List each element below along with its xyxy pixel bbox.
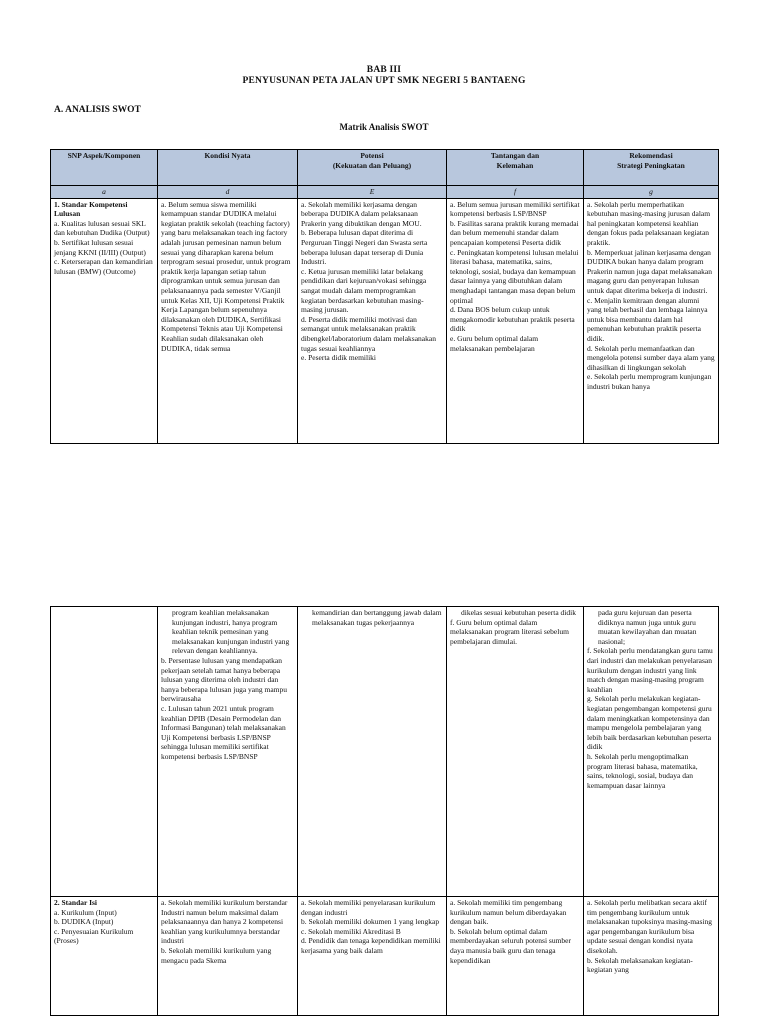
list-item: a. Sekolah perlu memperhatikan kebutuhan masing-masing jurusan dalam hal peningkatan kompetensi keahlian dengan fokus pada pelaksanaan kegiatan praktik.	[587, 199, 711, 247]
list-item: b. Sekolah melaksanakan kegiatan-kegiatan yang	[587, 955, 693, 975]
kondisi-cell	[158, 198, 298, 443]
matrix-title: Matrik Analisis SWOT	[339, 122, 429, 132]
table-row	[51, 607, 719, 897]
column-header: Potensi (Kekuatan dan Peluang)	[298, 150, 447, 186]
section-heading: A. ANALISIS SWOT	[54, 105, 141, 115]
aspect-title: 2. Standar Isi	[54, 898, 98, 907]
list-item: f. Guru belum optimal dalam melaksanakan program literasi sebelum pembelajaran dimulai.	[450, 617, 569, 646]
table-row	[51, 198, 719, 443]
chapter-heading: BAB III	[366, 65, 402, 75]
list-item: e. Guru belum optimal dalam melaksanakan pembelajaran	[450, 333, 539, 353]
tantangan-cell	[447, 607, 584, 897]
list-item: pada guru kejuruan dan peserta didiknya namun juga untuk guru muatan kewilayahan dan muatan nasional;	[598, 608, 697, 646]
list-item: a. Sekolah perlu melibatkan secara aktif tim pengembang kurikulum untuk melaksanakan tupoksinya masing-masing agar pengembangan kurikulum bisa update sesuai dengan kondisi nyata disekolah.	[587, 898, 712, 955]
list-item: a. Belum semua jurusan memiliki sertifikat kompetensi berbasis LSP/BNSP	[450, 199, 580, 219]
aspect-item: a. Kualitas lulusan sesuai SKL dan kebutuhan Dudika (Output)	[54, 218, 150, 238]
swot-table-bottom	[50, 606, 719, 1016]
aspect-item: a. Kurikulum (Input)	[54, 907, 117, 917]
list-item: b. Persentase lulusan yang mendapatkan pekerjaan setelah tamat hanya beberapa lulusan yang diterima oleh industri dan hanya beberapa lulusan juga yang mampu berwirausaha	[161, 655, 287, 704]
potensi-cell	[298, 897, 447, 1016]
tantangan-cell	[447, 198, 584, 443]
list-item: b. Beberapa lulusan dapat diterima di Perguruan Tinggi Negeri dan Swasta serta beberapa lulusan dapat terserap di Dunia Industri.	[301, 228, 428, 267]
column-header: Rekomendasi Strategi Peningkatan	[584, 150, 719, 186]
column-header: SNP Aspek/Komponen	[51, 150, 158, 186]
list-item: b. Sekolah memiliki dokumen 1 yang lengkap	[301, 917, 440, 927]
aspect-cell	[51, 897, 158, 1016]
aspect-cell	[51, 607, 158, 897]
chapter-title: PENYUSUNAN PETA JALAN UPT SMK NEGERI 5 BANTAENG	[242, 76, 526, 86]
list-item: kemandirian dan bertanggung jawab dalam melaksanakan tugas pekerjaannya	[312, 608, 442, 627]
rekomendasi-cell	[584, 607, 719, 897]
aspect-item: b. Sertifikat lulusan sesuai jenjang KKNI (II/III) (Output)	[54, 237, 146, 257]
tantangan-cell	[447, 897, 584, 1016]
list-item: dikelas sesuai kebutuhan peserta didik	[461, 608, 576, 617]
rekomendasi-cell	[584, 897, 719, 1016]
list-item: d. Sekolah perlu memanfaatkan dan mengelola potensi sumber daya alam yang dihasilkan di lingkungan sekolah	[587, 343, 715, 372]
list-item: e. Peserta didik memiliki	[301, 353, 376, 363]
kondisi-cell	[158, 897, 298, 1016]
list-item: a. Sekolah memiliki penyelarasan kurikulum dengan industri	[301, 898, 436, 917]
list-item: e. Sekolah perlu memprogram kunjungan industri bukan hanya	[587, 372, 712, 391]
aspect-cell	[51, 198, 158, 443]
list-item: d. Pendidik dan tenaga kependidikan memiliki kerjasama yang baik dalam	[301, 936, 441, 955]
column-label-row	[51, 186, 719, 199]
kondisi-cell	[158, 607, 298, 897]
table-row	[51, 897, 719, 1016]
list-item: d. Dana BOS belum cukup untuk mengakomodir kebutuhan praktik peserta didik	[450, 305, 575, 334]
list-item: g. Sekolah perlu melakukan kegiatan-kegiatan pengembangan kompetensi guru dalam meningkatkan kompetensinya dan mampu mengelola pembelajaran yang lebih baik berdasarkan kebutuhan peserta didik	[587, 694, 712, 752]
column-label: E	[298, 186, 447, 199]
list-item: f. Sekolah perlu mendatangkan guru tamu dari industri dan melakukan penyelarasan kurikulum dengan industri yang link match dengan masing-masing program keahlian	[587, 646, 713, 694]
list-item: a. Sekolah memiliki kerjasama dengan beberapa DUDIKA dalam pelaksanaan Prakerin yang dibuktikan dengan MOU.	[301, 199, 422, 228]
list-item: h. Sekolah perlu mengoptimalkan program literasi bahasa, matematika, sains, teknologi, sosial, budaya dan kemampuan dasar lainnya	[587, 751, 698, 790]
aspect-item: c. Penyesuaian Kurikulum (Proses)	[54, 926, 134, 946]
column-label: d	[158, 186, 298, 199]
column-label: f	[447, 186, 584, 199]
column-label: g	[584, 186, 719, 199]
list-item: b. Memperkuat jalinan kerjasama dengan DUDIKA bukan hanya dalam program Prakerin namun juga dapat melaksanakan magang guru dan penyerapan lulusan untuk dapat diterima bekerja di industri.	[587, 247, 712, 295]
kondisi-text: a. Belum semua siswa memiliki kemampuan standar DUDIKA melalui kegiatan praktik sekolah (teaching factory) yang baru melaksanakan teach ing factory adalah jurusan pemesinan namun belum sesuai yang diharapkan karena belum terprogram sesuai prosedur, untuk program praktik kerja lapangan setiap tahun diprogramkan untuk semua jurusan dan pelaksanaannya pada semester V/Ganjil untuk Kelas XII, Uji Kompetensi Praktik Kerja Lapangan belum sepenuhnya dilaksanakan oleh DUDIKA, Sertifikasi Kompetensi Teknis atau Uji Kompetensi Keahlian sudah dilaksanakan oleh DUDIKA, tidak semua	[161, 199, 291, 353]
list-item: d. Peserta didik memiliki motivasi dan semangat untuk melaksanakan praktik dibengkel/laboratorium dalam melaksanakan tugas sesuai keahliannya	[301, 314, 436, 353]
column-header: Kondisi Nyata	[158, 150, 298, 186]
list-item: a. Sekolah memiliki tim pengembang kurikulum namun belum diberdayakan dengan baik.	[450, 898, 567, 927]
aspect-item: b. DUDIKA (Input)	[54, 917, 114, 927]
potensi-cell	[298, 198, 447, 443]
list-item: program keahlian melaksanakan kunjungan industri, hanya program keahlian teknik pemesinan yang melaksanakan kunjungan industri yang relevan dengan keahliannya.	[172, 608, 290, 656]
list-item: c. Peningkatan kompetensi lulusan melalui literasi bahasa, matematika, sains, teknologi, sosial, budaya dan kemampuan dasar lainnya yang dibutuhkan dalam menghadapi tantangan masa depan belum optimal	[450, 247, 579, 305]
list-item: c. Menjalin kemitraan dengan alumni yang telah berhasil dan lembaga lainnya untuk bisa membantu dalam hal pemenuhan kebutuhan praktik peserta didik.	[587, 295, 708, 343]
column-label: a	[51, 186, 158, 199]
rekomendasi-cell	[584, 198, 719, 443]
list-item: c. Lulusan tahun 2021 untuk program keahlian DPIB (Desain Permodelan dan Informasi Bangunan) telah melaksanakan Uji Kompetensi berbasis LSP/BNSP sehingga lulusan memiliki sertifikat kompetensi berbasis LSP/BNSP	[161, 703, 286, 761]
list-item: c. Sekolah memiliki Akreditasi B	[301, 926, 401, 936]
table-header-row	[51, 150, 719, 186]
list-item: b. Sekolah belum optimal dalam memberdayakan seluruh potensi sumber daya manusia baik guru dan tenaga kependidikan	[450, 926, 572, 965]
list-item: a. Sekolah memiliki kurikulum berstandar Industri namun belum maksimal dalam pelaksanaannya dan hanya 2 kompetensi keahlian yang kurikulumnya berstandar industri	[161, 898, 288, 946]
list-item: b. Sekolah memiliki kurikulum yang mengacu pada Skema	[161, 945, 272, 965]
list-item: b. Fasilitas sarana praktik kurang memadai dan belum memenuhi standar dalam pencapaian kompetensi Peserta didik	[450, 218, 579, 247]
column-header: Tantangan dan Kelemahan	[447, 150, 584, 186]
aspect-item: c. Keterserapan dan kemandirian lulusan (BMW) (Outcome)	[54, 257, 153, 276]
aspect-title: 1. Standar Kompetensi Lulusan	[54, 199, 128, 219]
potensi-cell	[298, 607, 447, 897]
swot-table-top	[50, 149, 719, 444]
list-item: c. Ketua jurusan memiliki latar belakang pendidikan dari kejuruan/vokasi sehingga sangat mudah dalam memprogramkan kegiatan berdasarkan kebutuhan masing-masing jurusan.	[301, 266, 427, 315]
